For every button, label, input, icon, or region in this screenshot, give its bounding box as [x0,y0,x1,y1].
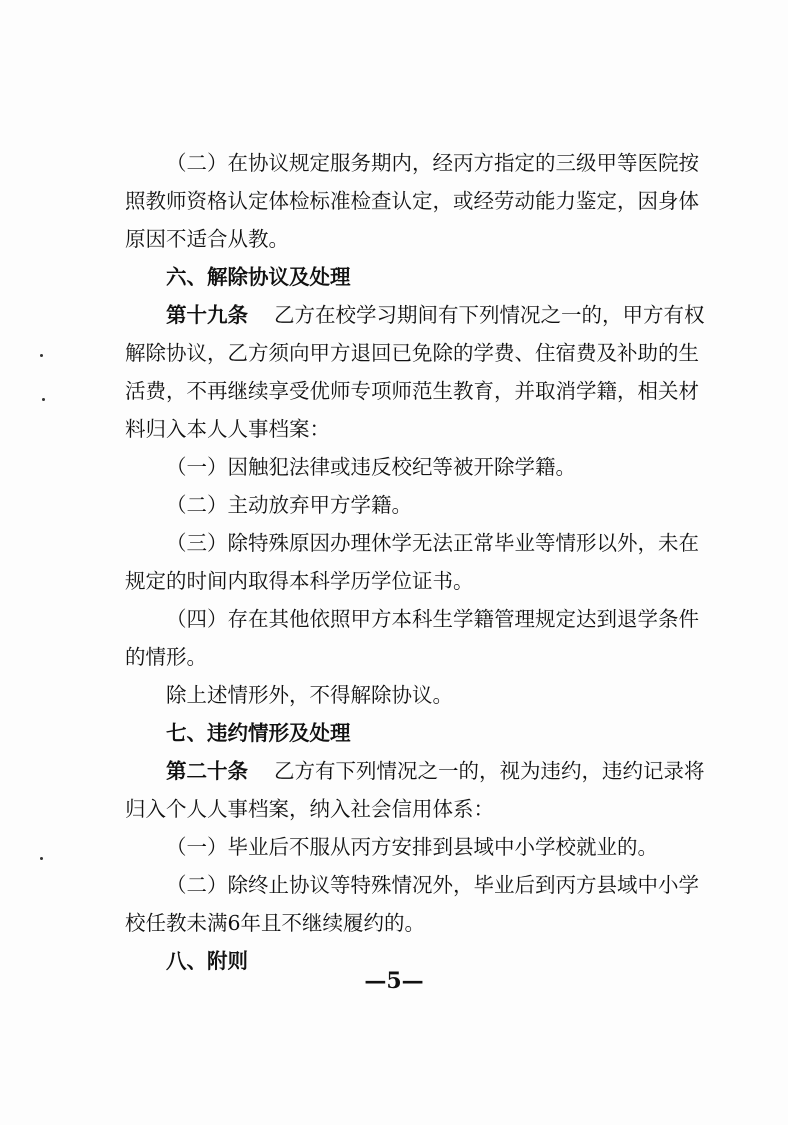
scan-mark [42,398,45,401]
paragraph-line: （二）除终止协议等特殊情况外，毕业后到丙方县域中小学 [166,873,699,897]
paragraph-line: （二）在协议规定服务期内，经丙方指定的三级甲等医院按 [166,151,699,175]
paragraph-line: 照教师资格认定体检标准检查认定，或经劳动能力鉴定，因身体 [125,189,699,213]
scan-mark [40,857,43,860]
paragraph-line-article-20 [0,756,705,786]
paragraph-line: （四）存在其他依照甲方本科生学籍管理规定达到退学条件 [166,607,699,631]
article-20-text: 乙方有下列情况之一的，视为违约，违约记录将 [274,759,705,783]
paragraph-line-article-19 [0,300,705,330]
page-number: —5— [364,968,424,994]
paragraph-line: 原因不适合从教。 [125,227,289,251]
article-20-label: 第二十条 [166,759,248,783]
paragraph-line: （一）因触犯法律或违反校纪等被开除学籍。 [166,455,576,479]
paragraph-line: 的情形。 [125,645,207,669]
scan-mark [40,354,43,357]
section-heading-6: 六、解除协议及处理 [166,265,351,289]
article-19-label: 第十九条 [166,303,248,327]
paragraph-line: 解除协议，乙方须向甲方退回已免除的学费、住宿费及补助的生 [125,341,699,365]
section-heading-8: 八、附则 [166,949,248,973]
paragraph-line: （一）毕业后不服从丙方安排到县域中小学校就业的。 [166,835,658,859]
paragraph-line: （二）主动放弃甲方学籍。 [166,493,412,517]
paragraph-line: 活费，不再继续享受优师专项师范生教育，并取消学籍，相关材 [125,379,699,403]
section-heading-7: 七、违约情形及处理 [166,721,351,745]
paragraph-line: 校任教未满6年且不继续履约的。 [125,911,426,935]
paragraph-line: （三）除特殊原因办理休学无法正常毕业等情形以外，未在 [166,531,699,555]
paragraph-line: 料归入本人人事档案： [125,417,330,441]
paragraph-line: 规定的时间内取得本科学历学位证书。 [125,569,474,593]
paragraph-line: 除上述情形外，不得解除协议。 [166,683,453,707]
article-19-text: 乙方在校学习期间有下列情况之一的，甲方有权 [274,303,705,327]
paragraph-line: 归入个人人事档案，纳入社会信用体系： [125,797,494,821]
